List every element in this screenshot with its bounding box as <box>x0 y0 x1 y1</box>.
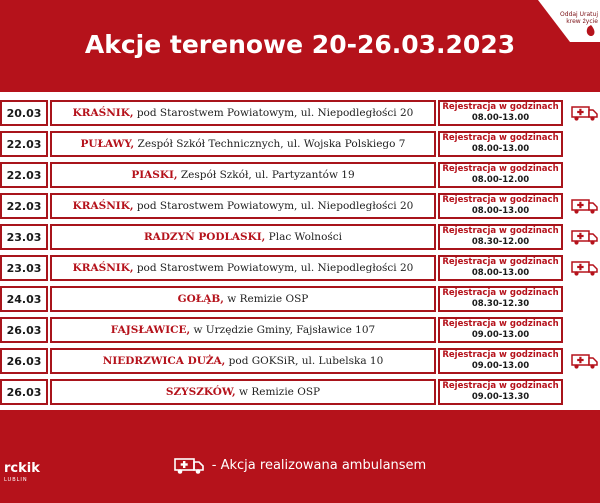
registration-label: Rejestracja w godzinach <box>442 350 559 361</box>
registration-hours: 08.00-13.00 <box>471 206 530 216</box>
row-location <box>50 131 436 157</box>
row-registration <box>438 100 563 126</box>
row-location <box>50 224 436 250</box>
row-city: KRAŚNIK, <box>72 200 134 212</box>
page-title: Akcje terenowe 20-26.03.2023 <box>84 30 516 59</box>
row-city: FAJSŁAWICE, <box>110 324 191 336</box>
ambulance-icon <box>174 456 204 475</box>
row-registration <box>438 348 563 374</box>
ambulance-icon <box>571 228 598 246</box>
row-date: 23.03 <box>0 224 48 250</box>
row-date: 26.03 <box>0 348 48 374</box>
row-registration <box>438 224 563 250</box>
table-row <box>0 162 600 188</box>
registration-label: Rejestracja w godzinach <box>442 319 559 330</box>
ambulance-icon <box>571 104 598 122</box>
legend <box>0 452 600 478</box>
row-date: 24.03 <box>0 286 48 312</box>
table-row <box>0 100 600 126</box>
row-registration <box>438 193 563 219</box>
registration-label: Rejestracja w godzinach <box>442 257 559 268</box>
rckik-logo: rckik LUBLIN <box>4 461 40 483</box>
row-city: KRAŚNIK, <box>72 107 134 119</box>
registration-hours: 08.00-12.00 <box>471 175 530 185</box>
row-registration <box>438 379 563 405</box>
table-row <box>0 286 600 312</box>
row-location <box>50 348 436 374</box>
row-registration <box>438 162 563 188</box>
table-row <box>0 379 600 405</box>
logo-slogan: Oddaj Uratuj krew życie <box>560 11 598 25</box>
row-date: 22.03 <box>0 162 48 188</box>
row-city: PIASKI, <box>131 169 178 181</box>
row-location <box>50 255 436 281</box>
registration-label: Rejestracja w godzinach <box>442 195 559 206</box>
ambulance-icon <box>571 259 598 277</box>
row-registration <box>438 255 563 281</box>
row-address: w Urzędzie Gminy, Fajsławice 107 <box>190 324 376 336</box>
legend-text: - Akcja realizowana ambulansem <box>211 457 427 473</box>
row-city: RADZYŃ PODLASKI, <box>143 231 266 243</box>
registration-hours: 09.00-13.30 <box>471 392 530 402</box>
row-address: Zespół Szkół, ul. Partyzantów 19 <box>177 169 355 181</box>
row-registration <box>438 131 563 157</box>
row-address: pod Starostwem Powiatowym, ul. Niepodległości 20 <box>133 107 414 119</box>
row-city: PUŁAWY, <box>80 138 135 150</box>
row-date: 26.03 <box>0 317 48 343</box>
row-registration <box>438 317 563 343</box>
row-location <box>50 162 436 188</box>
table-row <box>0 193 600 219</box>
table-row <box>0 348 600 374</box>
row-date: 22.03 <box>0 131 48 157</box>
registration-hours: 08.00-13.00 <box>471 113 530 123</box>
row-address: pod Starostwem Powiatowym, ul. Niepodległości 20 <box>133 200 414 212</box>
schedule-table <box>0 92 600 410</box>
row-address: w Remizie OSP <box>235 386 321 398</box>
row-city: NIEDRZWICA DUŻA, <box>102 355 226 367</box>
row-location <box>50 379 436 405</box>
row-date: 23.03 <box>0 255 48 281</box>
row-date: 26.03 <box>0 379 48 405</box>
registration-hours: 09.00-13.00 <box>471 330 530 340</box>
row-address: Zespół Szkół Technicznych, ul. Wojska Polskiego 7 <box>134 138 406 150</box>
registration-label: Rejestracja w godzinach <box>442 381 559 392</box>
row-date: 20.03 <box>0 100 48 126</box>
row-address: pod GOKSiR, ul. Lubelska 10 <box>225 355 384 367</box>
ambulance-icon <box>571 352 598 370</box>
table-row <box>0 317 600 343</box>
table-row <box>0 224 600 250</box>
registration-hours: 09.00-13.00 <box>471 361 530 371</box>
registration-hours: 08.00-13.00 <box>471 144 530 154</box>
row-city: SZYSZKÓW, <box>165 386 236 398</box>
row-city: GOŁĄB, <box>177 293 224 305</box>
registration-label: Rejestracja w godzinach <box>442 133 559 144</box>
table-row <box>0 255 600 281</box>
registration-hours: 08.30-12.00 <box>471 237 530 247</box>
row-registration <box>438 286 563 312</box>
row-address: w Remizie OSP <box>223 293 309 305</box>
ambulance-icon <box>571 197 598 215</box>
row-address: pod Starostwem Powiatowym, ul. Niepodległości 20 <box>133 262 414 274</box>
registration-label: Rejestracja w godzinach <box>442 226 559 237</box>
row-location <box>50 193 436 219</box>
registration-label: Rejestracja w godzinach <box>442 288 559 299</box>
table-row <box>0 131 600 157</box>
registration-hours: 08.30-12.30 <box>471 299 530 309</box>
row-city: KRAŚNIK, <box>72 262 134 274</box>
row-location <box>50 286 436 312</box>
row-date: 22.03 <box>0 193 48 219</box>
row-address: Plac Wolności <box>265 231 343 243</box>
row-location <box>50 100 436 126</box>
registration-label: Rejestracja w godzinach <box>442 164 559 175</box>
registration-label: Rejestracja w godzinach <box>442 102 559 113</box>
row-location <box>50 317 436 343</box>
registration-hours: 08.00-13.00 <box>471 268 530 278</box>
